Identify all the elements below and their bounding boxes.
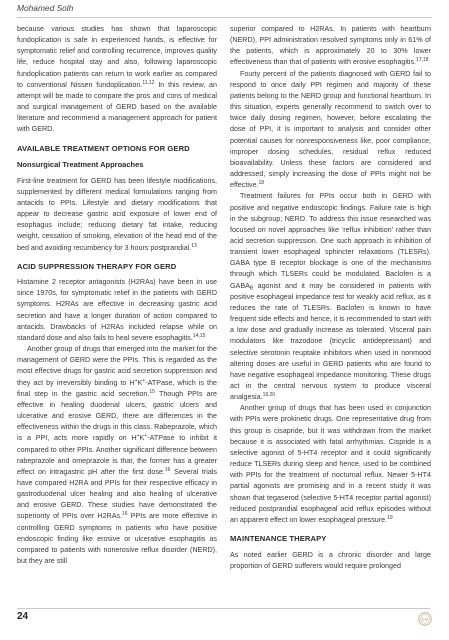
section-heading: AVAILABLE TREATMENT OPTIONS FOR GERD	[17, 143, 190, 153]
subsection-heading: Nonsurgical Treatment Approaches	[17, 160, 144, 170]
paragraph: Histamine 2 receptor antagonists (H2RAs) have been in use since 1970s, for symptomatic relief in the patients with GERD symptoms. H2RAs are effective in decreasing gastric acid secretion and have a longer duration of action compared to antacids. Drawbacks of H2RAs included relapse while on standard dose and also fails to heal severe esophagitis.$^{14,15}$	[17, 278, 217, 342]
journal-logo-icon	[418, 612, 432, 626]
page-number: 24	[17, 611, 29, 622]
paragraph: First-line treatment for GERD has been lifestyle modifications, supplemented by different medical formulations ranging from antacids to PPIs. Lifestyle and dietary modifications that appear to decrease gastric acid exposure of lower end of esophagus include; reducing dietary fat intake, reducing weight, cessation of smoking, elevation of the head end of the bed and avoiding recumbency for 3 hours postprandial.$^{13}$	[17, 176, 217, 252]
paragraph: Another group of drugs that emerged into the market for the management of GERD were the PPIs. This is regarded as the most effective drugs for gastric acid secretion suppression and they act by irreversibly binding to H+K+-ATPase, which is the final step in the gastric acid secretion.$^{15}$ Though PPIs are effective in healing duodenal ulcers, gastric ulcers and ulcerative and erosive GERD, there are differences in the effectiveness within the drugs in this class. Rabeprazole, which is a PPI, acts more rapidly on H+K+-ATPase to inhibit it compared to other PPIs. Another significant difference between rabeprazole and omeprazole is that, the former has a greater effect on intragastric pH after the first dose.$^{16}$ Several trials have compared H2RA and PPIs for their respective efficacy in gastroduodenal ulcer healing and also healing of ulcerative and erosive GERD. These studies have demonstrated the superiority of PPIs over H2RAs.$^{16}$ PPIs are more effective in controlling GERD symptoms in patients who have positive endoscopic finding like erosive or ulcerative esophagitis as compared to patients with nonerosive reflux disorder (NERD), but they are still	[17, 345, 217, 566]
left-column	[17, 24, 217, 567]
right-column	[230, 24, 431, 572]
running-header-author: Mohamed Solh	[17, 3, 74, 13]
paragraph: because various studies has shown that laparoscopic fundoplication is safe in experienced hands, is effective for symptomatic relief and controlling recurrence, improves quality life, reduce hospital stay and also, following laparoscopic fundoplication patients can return to work earlier as compared to conventional Nissen fundoplication.$^{11,12}$ In this review, an attempt will be made to compare the pros and cons of medical and surgical management of GERD based on the available literature and recommend a management approach for patient with GERD.	[17, 25, 217, 134]
paragraph: superior compared to H2RAs. In patients with heartburn (NERD), PPI administration resolved symptoms only in 61% of the patients, which is approximately 20 to 30% lower effectiveness than that of patients with erosive esophagitis.$^{17,18}$	[230, 25, 431, 67]
footer-rule	[17, 608, 430, 609]
header-rule	[17, 17, 432, 18]
paragraph: Another group of drugs that has been used in conjunction with PPIs were prokinetic drugs. One representative drug from this group is cisapride, but it was withdrawn from the market because it is associated with fatal arrhythmias. Cispride is a selective agonist of 5-HT4 receptor and it could significantly reduce TLSERs during sleep and hence, used to be combined with PPIs for the treatment of nocturnal reflux. Newer 5-HT4 partial agonists are promising and in a recent study it was shown that tegaserod (selective 5-HT4 receptor partial agonist) reduced postprandial esophageal acid reflux episodes without an apparent effect on lower esophageal pressure.$^{19}$	[230, 404, 431, 524]
section-heading: MAINTENANCE THERAPY	[230, 534, 327, 544]
paragraph: As noted earlier GERD is a chronic disorder and large proportion of GERD sufferers would require prolonged	[230, 550, 431, 570]
section-heading: ACID SUPPRESSION THERAPY FOR GERD	[17, 261, 177, 271]
paragraph: Fourty percent of the patients diagnosed with GERD fail to respond to once daily PPI regimen and majority of these patients belong to the NERD group and functional heartburn. In this situation, experts generally recommend to switch over to twice daily dosing regimen, however, before escalating the dose of PPI, it is important to analysis and consider other potential causes for nonresponsiveness like, poor compliance, improper dosing schedules, residual reflux reduced bioavailability. Unless these factors are considered and addressed, simply increasing the dose of PPIs might not be effective.$^{18}$	[230, 69, 431, 190]
paragraph: Treatment failures for PPIs occur both in GERD with positive and negative endoscopic findings. Failure rate is high in the subgroup; NERD. To address this issue researched was focused on novel approaches like ‘reflux inhibition’ rather than acid secretion suppression. One such approach is inhibition of transient lower esophageal sphincter relaxations (TLESRs). GABA type B receptor blockage is one of the mechanisms through which TLSERs could be modulated. Baclofen is a $GABA_B$ agonist and it may be considered in patients with positive esophageal impedance test for weakly acid reflux, as it reduces the rate of TLESRs. Baclofen is known to have frequent side effects and hence, it is recommended to start with a low dose and gradually increase as tolerated. Visceral pain modulators like trazodone (tricyclic antidepressant) and selective serotonin reuptake inhibitors when used in nonmood altering doses are useful in GERD patients who are found to have negative esophageal impedance monitoring. These drugs act in the central nervous system to produce visceral analgesia.$^{19,20}$	[230, 192, 431, 402]
svg-text:JSPE: JSPE	[421, 618, 429, 622]
